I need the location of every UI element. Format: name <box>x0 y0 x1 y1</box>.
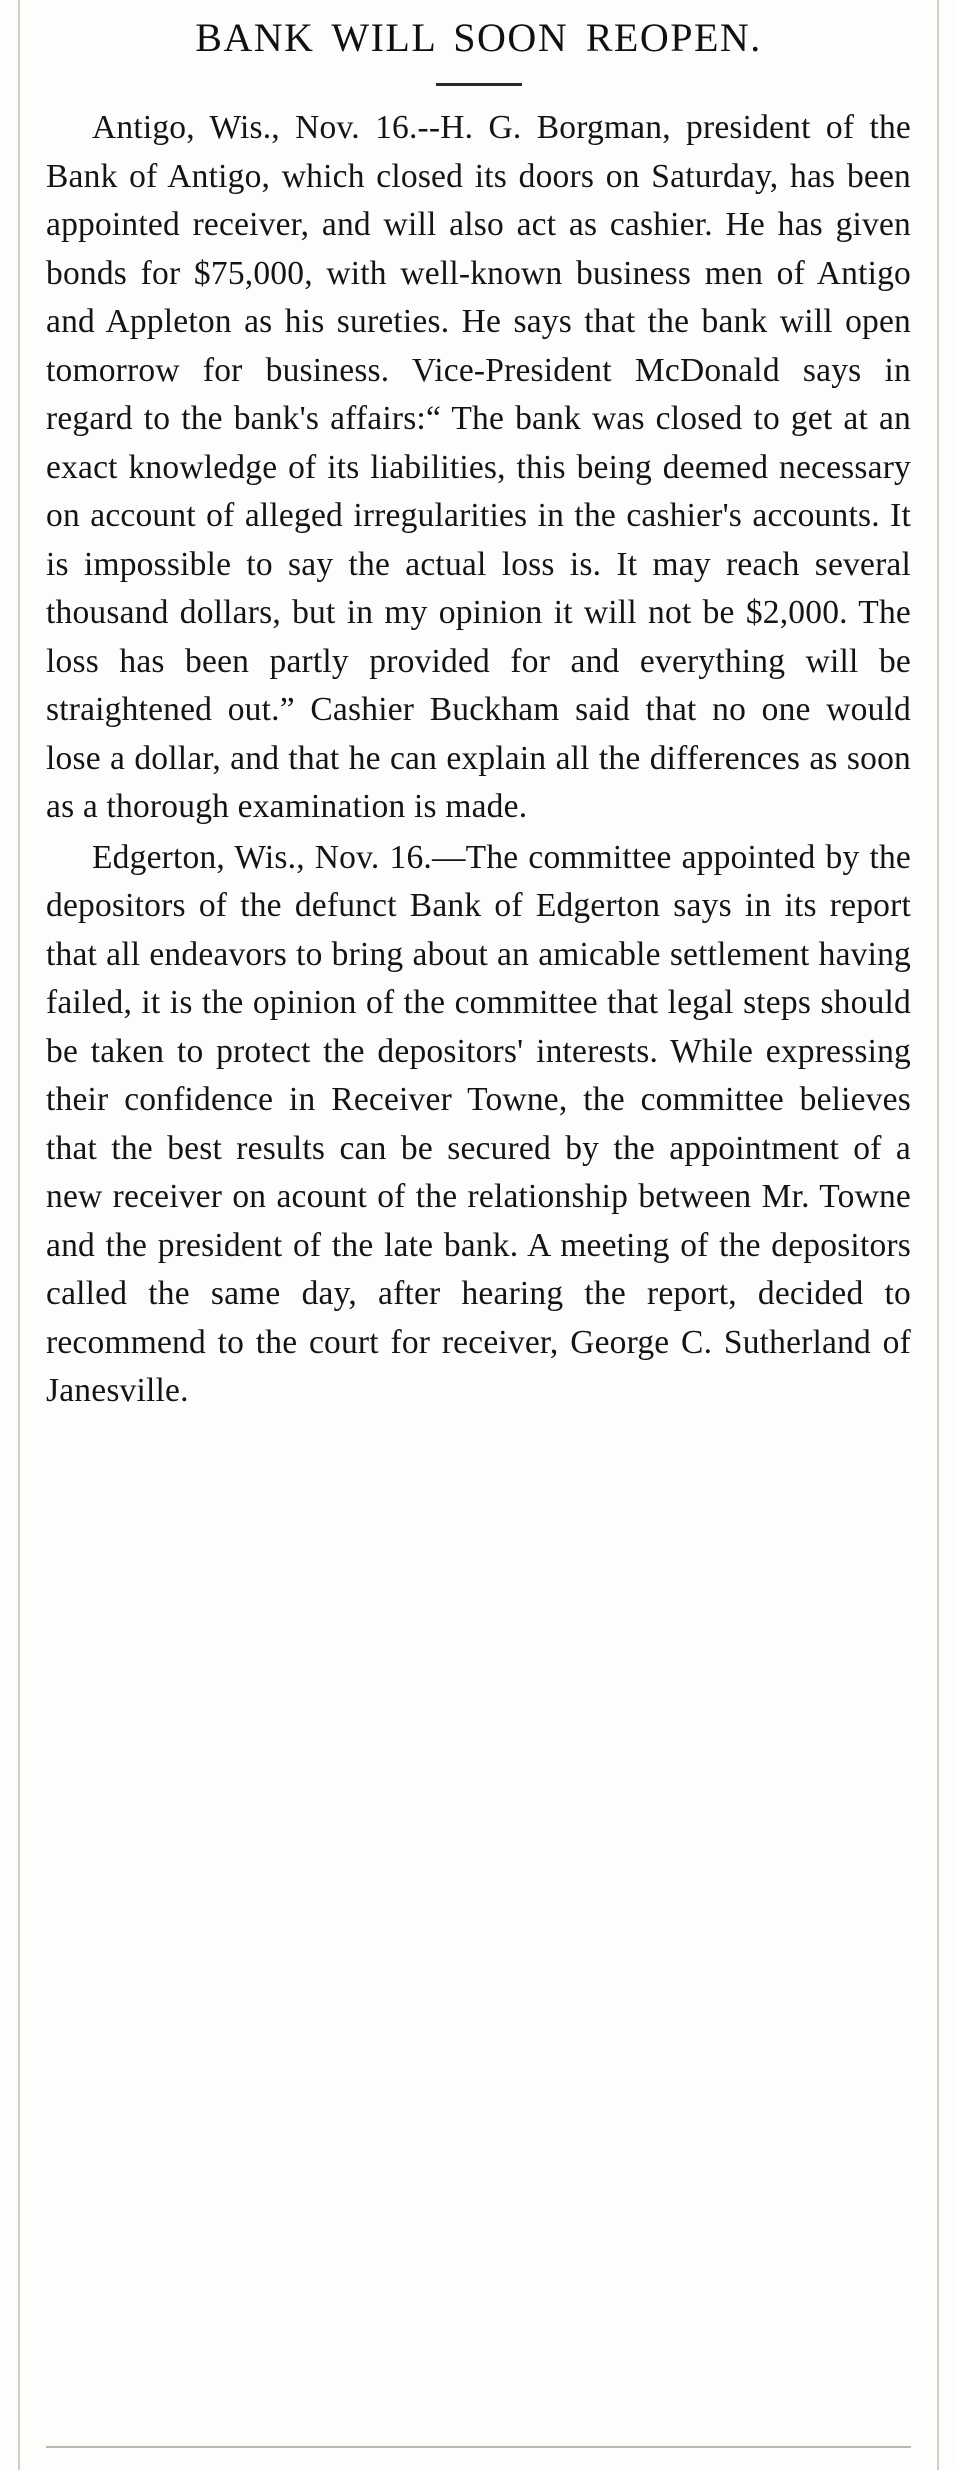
article-body <box>46 104 911 1416</box>
column-rule-right <box>937 0 939 2470</box>
column-rule-left <box>18 0 20 2470</box>
headline-divider <box>436 83 522 86</box>
bottom-divider <box>46 2446 911 2448</box>
article-paragraph: Edgerton, Wis., Nov. 16.—The committee appointed by the depositors of the defunct Bank of Edgerton says in its report that all endeavors to bring about an amicable settlement having failed, it is the opinion of the committee that legal steps should be taken to protect the depositors' interests. While expressing their confidence in Receiver Towne, the committee believes that the best results can be secured by the appointment of a new receiver on acount of the relationship between Mr. Towne and the president of the late bank. A meeting of the depositors called the same day, after hearing the report, decided to recommend to the court for receiver, George C. Sutherland of Janesville. <box>46 838 911 1409</box>
page-title: BANK WILL SOON REOPEN. <box>195 15 762 60</box>
article-paragraph: Antigo, Wis., Nov. 16.--H. G. Borgman, president of the Bank of Antigo, which closed its doors on Saturday, has been appointed receiver, and will also act as cashier. He has given bonds for $75,000, with well-known business men of Antigo and Appleton as his sureties. He says that the bank will open tomorrow for business. Vice-President McDonald says in regard to the bank's affairs:“ The bank was closed to get at an exact knowledge of its liabilities, this being deemed necessary on account of alleged irregularities in the cashier's accounts. It is impossible to say the actual loss is. It may reach several thousand dollars, but in my opinion it will not be $2,000. The loss has been partly provided for and everything will be straightened out.” Cashier Buckham said that no one would lose a dollar, and that he can explain all the differences as soon as a thorough examination is made. <box>46 109 911 825</box>
